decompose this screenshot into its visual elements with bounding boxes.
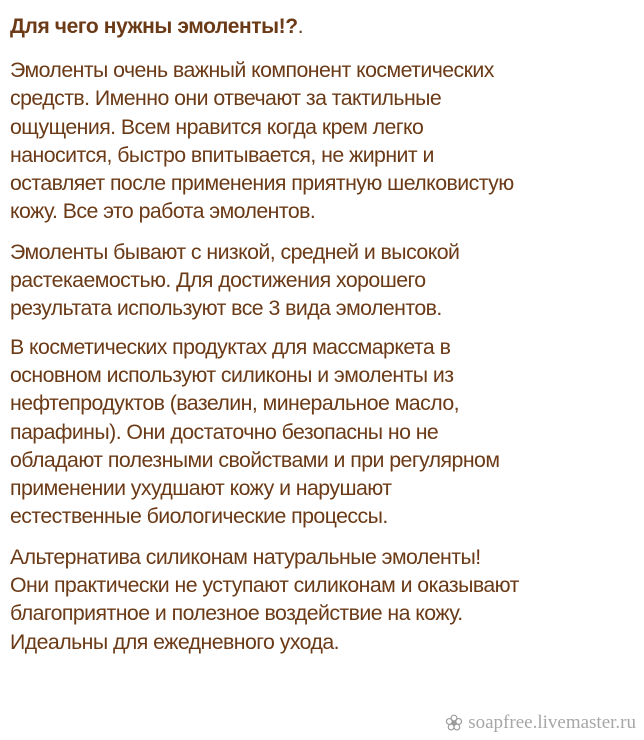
paragraph	[10, 56, 640, 226]
text-line: кожу. Все это работа эмолентов.	[10, 199, 316, 224]
title-text: Для чего нужны эмоленты!?	[10, 15, 298, 38]
watermark-text: soapfree.livemaster.ru	[468, 712, 636, 733]
text-line: применении ухудшают кожу и нарушают	[10, 476, 392, 501]
text-line: Альтернатива силиконам натуральные эмоленты!	[10, 544, 481, 569]
text-line: парафины). Они достаточно безопасны но не	[10, 419, 439, 444]
text-line: Эмоленты очень важный компонент косметических	[10, 58, 494, 82]
text-line: благоприятное и полезное воздействие на кожу.	[10, 601, 463, 626]
article-title	[10, 12, 640, 42]
paragraph	[10, 333, 640, 531]
paragraph	[10, 238, 640, 323]
text-line: Эмоленты бывают с низкой, средней и высокой	[10, 239, 460, 264]
text-line: результата используют все 3 вида эмолентов.	[10, 296, 442, 321]
text-line: В косметических продуктах для массмаркета в	[10, 334, 451, 359]
text-line: основном используют силиконы и эмоленты из	[10, 362, 454, 387]
text-line: ощущения. Всем нравится когда крем легко	[10, 114, 424, 139]
text-line: естественные биологические процессы.	[10, 504, 388, 529]
text-line: растекаемостью. Для достижения хорошего	[10, 268, 426, 293]
text-line: Идеальны для ежедневного ухода.	[10, 629, 340, 654]
text-line: оставляет после применения приятную шелковистую	[10, 171, 514, 196]
text-line: обладают полезными свойствами и при регулярном	[10, 447, 500, 472]
article	[10, 12, 640, 656]
text-line: нефтепродуктов (вазелин, минеральное масло,	[10, 391, 459, 416]
text-line: средств. Именно они отвечают за тактильные	[10, 86, 442, 111]
paragraph	[10, 543, 640, 656]
title-tail: .	[297, 15, 304, 38]
text-line: наносится, быстро впитывается, не жирнит и	[10, 142, 434, 167]
flower-icon	[445, 714, 463, 732]
watermark	[445, 712, 636, 734]
text-line: Они практически не уступают силиконам и оказывают	[10, 573, 519, 598]
